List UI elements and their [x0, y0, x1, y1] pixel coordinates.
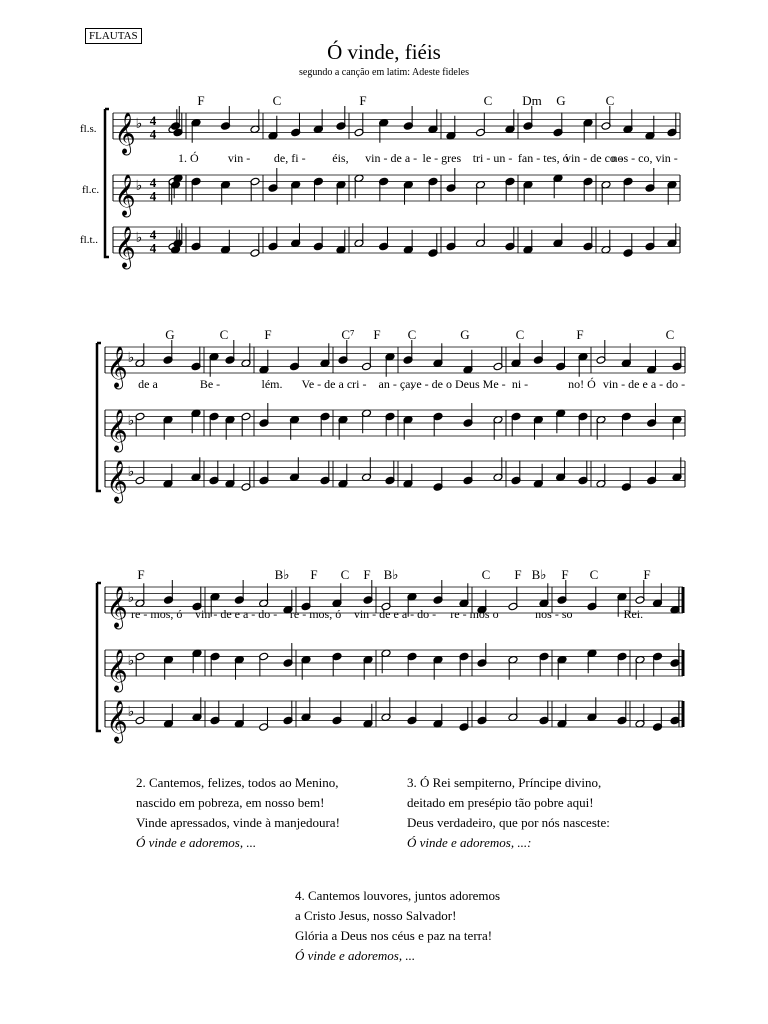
chord-symbol: C — [515, 327, 525, 342]
treble-clef-icon: 𝄞 — [106, 587, 128, 627]
verse-refrain: Ó vinde e adoremos, ... — [295, 948, 416, 963]
verse-3 — [407, 773, 610, 853]
chord-symbol: C — [483, 93, 493, 108]
flat-icon: ♭ — [127, 465, 135, 480]
treble-clef-icon: 𝄞 — [114, 113, 136, 153]
lyric-syllable: vin - de co - — [564, 151, 623, 165]
time-signature-bottom: 4 — [149, 126, 157, 142]
chord-symbol: C⁷ — [341, 327, 355, 342]
time-signature-bottom: 4 — [149, 240, 157, 256]
chord-symbol: C — [481, 567, 491, 582]
chord-symbol: C — [605, 93, 615, 108]
chord-symbol: G — [556, 93, 566, 108]
verse-line: deitado em presépio tão pobre aqui! — [407, 795, 594, 810]
treble-clef-icon: 𝄞 — [106, 701, 128, 741]
lyric-syllable: vin - de e a - do - — [602, 377, 686, 391]
lyric-syllable: le - gres — [422, 151, 462, 165]
flat-icon: ♭ — [127, 414, 135, 429]
chord-symbol: C — [589, 567, 599, 582]
lyric-syllable: vin - de e a - do - — [353, 607, 437, 621]
chord-symbol: G — [165, 327, 175, 342]
treble-clef-icon: 𝄞 — [114, 227, 136, 267]
flat-icon: ♭ — [127, 351, 135, 366]
treble-clef-icon: 𝄞 — [106, 650, 128, 690]
chord-symbol: G — [460, 327, 470, 342]
chord-symbol: B♭ — [383, 567, 399, 582]
page-subtitle: segundo a canção em latim: Adeste fideles — [299, 67, 469, 78]
chord-symbol: C — [340, 567, 350, 582]
system-bracket — [97, 343, 101, 491]
chord-symbol: B♭ — [274, 567, 290, 582]
chord-symbol: F — [643, 567, 651, 582]
verse-refrain: Ó vinde e adoremos, ... — [136, 835, 257, 850]
instrument-badge: FLAUTAS — [85, 28, 142, 44]
lyric-syllable: vin - — [227, 151, 251, 165]
lyric-syllable: vin - de e a - do - — [194, 607, 278, 621]
lyric-syllable: tri - un - — [472, 151, 513, 165]
chord-symbol: C — [219, 327, 229, 342]
chord-symbol: F — [514, 567, 522, 582]
lyric-syllable: Rei. — [623, 607, 644, 621]
lyric-syllable: Be - — [199, 377, 221, 391]
verse-line: 3. Ó Rei sempiterno, Príncipe divino, — [407, 775, 602, 790]
time-signature-top: 4 — [149, 175, 157, 190]
lyric-syllable: vin - de a - — [365, 151, 418, 165]
verse-4 — [295, 886, 500, 966]
chord-symbol: C — [665, 327, 675, 342]
verse-line: 4. Cantemos louvores, juntos adoremos — [295, 888, 501, 903]
chord-symbol: F — [359, 93, 367, 108]
system-bracket — [105, 109, 109, 257]
time-signature-top: 4 — [149, 113, 157, 128]
lyric-syllable: no! Ó — [568, 377, 596, 391]
flat-icon: ♭ — [127, 705, 135, 720]
lyric-syllable: nos - co, vin - — [611, 151, 678, 165]
chord-symbol: F — [137, 567, 145, 582]
chord-symbol: F — [363, 567, 371, 582]
chord-symbol: Dm — [522, 93, 542, 108]
treble-clef-icon: 𝄞 — [106, 461, 128, 501]
chord-symbol: B♭ — [531, 567, 547, 582]
lyric-syllable: fan - tes, ó — [517, 151, 569, 165]
treble-clef-icon: 𝄞 — [106, 410, 128, 450]
verse-line: a Cristo Jesus, nosso Salvador! — [295, 908, 457, 923]
treble-clef-icon: 𝄞 — [114, 175, 136, 215]
lyric-syllable: ni - — [511, 377, 529, 391]
lyric-syllable: re - mos, ó — [289, 607, 342, 621]
verse-line: Deus verdadeiro, que por nós nasceste: — [407, 815, 610, 830]
verse-refrain: Ó vinde e adoremos, ...: — [407, 835, 532, 850]
time-signature-bottom: 4 — [149, 188, 157, 204]
flat-icon: ♭ — [135, 179, 143, 194]
flat-icon: ♭ — [127, 591, 135, 606]
verse-2 — [136, 773, 340, 853]
chord-symbol: F — [373, 327, 381, 342]
instrument-label-soprano: fl.s. — [80, 123, 97, 135]
verse-line: Glória a Deus nos céus e paz na terra! — [295, 928, 493, 943]
chord-symbol: F — [310, 567, 318, 582]
chord-symbol: F — [197, 93, 205, 108]
flat-icon: ♭ — [127, 654, 135, 669]
lyric-syllable: re - mos, ó — [131, 607, 183, 621]
instrument-label-tenor: fl.t.. — [80, 234, 99, 246]
chord-symbol: F — [576, 327, 584, 342]
time-signature-top: 4 — [149, 227, 157, 242]
flat-icon: ♭ — [135, 117, 143, 132]
lyric-syllable: de, fi - — [273, 151, 306, 165]
lyric-syllable: ve - de o Deus Me - — [410, 377, 506, 391]
page-title: Ó vinde, fiéis — [327, 40, 441, 64]
lyric-syllable: 1. Ó — [178, 151, 199, 165]
lyric-syllable: éis, — [332, 151, 349, 165]
chord-symbol: C — [407, 327, 417, 342]
lyric-syllable: nos - so — [535, 607, 573, 621]
instrument-label-alto: fl.c. — [82, 184, 100, 196]
verse-line: Vinde apressados, vinde à manjedoura! — [136, 815, 340, 830]
lyric-syllable: Ve - de a cri - — [301, 377, 367, 391]
verse-line: 2. Cantemos, felizes, todos ao Menino, — [136, 775, 339, 790]
verse-line: nascido em pobreza, em nosso bem! — [136, 795, 325, 810]
flat-icon: ♭ — [135, 231, 143, 246]
lyric-syllable: lém. — [261, 377, 283, 391]
chord-symbol: C — [272, 93, 282, 108]
lyric-syllable: an - ça, — [378, 377, 414, 391]
lyric-syllable: de a — [138, 377, 158, 391]
chord-symbol: F — [264, 327, 272, 342]
lyric-syllable: re - mos o — [450, 607, 499, 621]
treble-clef-icon: 𝄞 — [106, 347, 128, 387]
chord-symbol: F — [561, 567, 569, 582]
system-bracket — [97, 583, 101, 731]
